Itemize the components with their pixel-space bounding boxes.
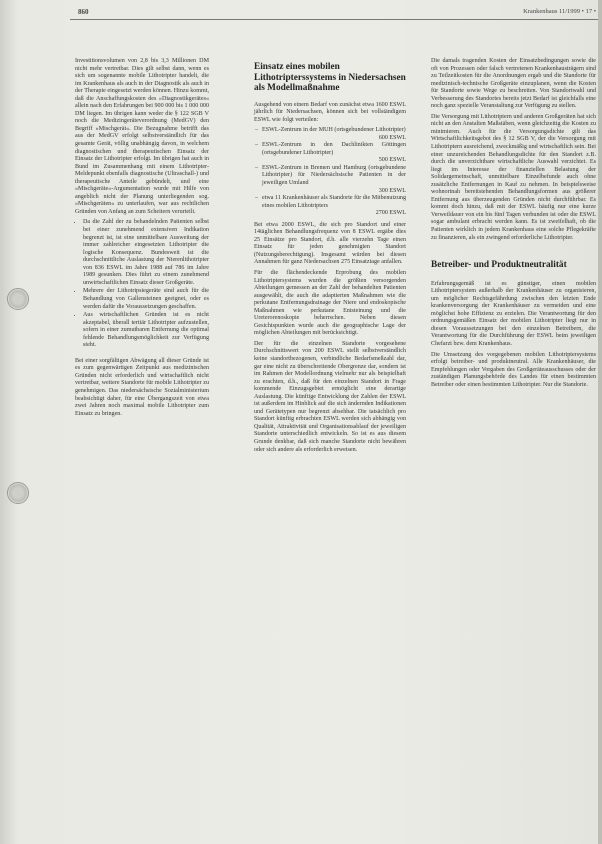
allocation-item xyxy=(262,127,406,142)
section-heading: Betreiber- und Produktneutralität xyxy=(431,260,567,271)
col1-bullet-list xyxy=(75,219,209,349)
column-1 xyxy=(75,58,209,421)
eswl-allocation-list xyxy=(254,127,406,218)
column-3 xyxy=(431,58,596,392)
punch-hole-bottom xyxy=(7,482,29,504)
allocation-value: 600 ESWL xyxy=(378,134,406,141)
allocation-text: ESWL-Zentrum in Bremen und Hamburg (ortsgebundene Lithotripter) für Niedersächsische Patienten in der jeweiligen Umland xyxy=(262,164,406,186)
col2-paragraph: Bei etwa 2000 ESWL, die sich pro Standort und einer 14täglichen Behandlungsfrequenz von 8 ESWL ergäbe dies 25 Einsätze pro Standort, d.h. alle vierzehn Tage einen Einsatz für jeden genehmigten Standort (Nutzungsberechtigung). Insgesamt würden bei diesen Annahmen für ganz Niedersachsen 275 Einsatztage anfallen. xyxy=(254,221,406,266)
journal-header: Krankenhaus 11/1999 • 17 • xyxy=(523,8,596,15)
allocation-value: 2700 ESWL xyxy=(375,210,406,217)
col2-intro: Ausgehend von einem Bedarf von zunächst etwa 1600 ESWL jährlich für Niedersachsen, können sich bei vollständigem ESWL wie folgt verteilen: xyxy=(254,101,406,123)
page-edge-shadow xyxy=(598,0,602,844)
allocation-text: ESWL-Zentrum in den Dachlinikten Göttingen (ortsgebundener Lithotripter) xyxy=(262,142,406,156)
col1-closing: Bei einer sorgfältigen Abwägung all dieser Gründe ist es zum gegenwärtigen Zeitpunkt aus medizinischen Gründen nicht erforderlich und wirtschaftlich nicht vertretbar, weitere Standorte für mobile Lithotripter zu genehmigen. Das niedersächsische Sozialministerium beabsichtigt daher, für eine Übergangszeit von etwa zwei Jahren noch maximal mobile Lithotripter zum Einsatz zu bringen. xyxy=(75,357,209,417)
col3-paragraph: Die damals tragenden Kosten der Einsatzbedingungen sowie die oft von Prozessen oder falsch vertretenen Krankenhausträgern sind zu Teilzeitkosten für die Anordnungen ergab und die Standorte für medizinisch-technische Großgeräte einzuplanen, wenn die Kosten für Standorte sowie Wege zu beschreiten. Von Standortwahl und Verbesserung des Standortes bereits jetzt Bedarf ist gleichfalls eine noch ganz spezielle Veranstaltung zur Verfügung zu stellen. xyxy=(431,58,596,110)
header-rule xyxy=(70,19,602,20)
col1-bullet: • Da die Zahl der zu behandelnden Patienten selbst bei einer zunehmend extensiven Indikation begrenzt ist, ist eine unmittelbare Ausweitung der immer zahlreicher eingesetzten Lithotripter die logische Konsequenz. Bundesweit ist die durchschnittliche Auslastung der Nierenlithotripter von 836 ESWL im Jahre 1988 auf 786 im Jahre 1989 gesunken. Dies führt zu einem zunehmend unwirtschaftlichen Einsatz dieser Großgeräte. xyxy=(83,219,209,287)
allocation-value: 500 ESWL xyxy=(378,157,406,164)
punch-hole-top xyxy=(7,288,29,310)
allocation-text: etwa 11 Krankenhäuser als Standorte für die Mitbenutzung eines mobilen Lithotripters xyxy=(262,195,406,209)
col3-paragraph: Die Umsetzung des vorgegebenen mobilen Lithotriptersystems erfolgt betreiber- und produktneutral. Alle Krankenhäuser, die Empfehlungen oder Vorgaben des Großgeräteausschusses oder der zuständigen Planungsbehörde des Landes für einen bestimmten Betreiber oder einen bestimmten Lithotripter. Nur die Standorte. xyxy=(431,351,596,388)
allocation-item xyxy=(262,165,406,195)
col1-intro: Investitionsvolumen von 2,8 bis 3,3 Millionen DM nicht mehr vertretbar. Dies gilt selbst dann, wenn es sich um sogenannte mobile Lithotripter handelt, die im Krankenhaus als auch in der Diagnostik als auch in der Therapie eingesetzt werden können. Hinzu kommt, daß die Anschaffungskosten des »Diagnostikgerätes« allein nach den Erfahrungen bei 900 000 bis 1 000 000 DM liegen. Im übrigen kann weder die § 122 SGB V noch die Medizingeräteverordnung (MedGV) den Begriff »Mischgerät«. Die Bezugnahme betrifft das aus der MedGV erfolgt selbstverständlich für das gesamte Gerät, völlig unabhängig davon, in welchem diagnostischen und therapeutischen Einsatz der Einsatz der Lithotripter erfolgt. Im übrigen hat auch in Bund im Zusammenhang mit einem Lithotripter-Meldepunkt ebenfalls diagnostische (Ultraschall-) und therapeutische Anteile gebündelt, und eine »Mischgeräte«-Argumentation wurde mit Hilfe von angeblich nicht der Planung unterliegenden sog. »Mischgeräten« zu unterlaufen, war aus rechtlichen Gründen von Anfang an zum Scheitern verurteilt. xyxy=(75,58,209,215)
col2-paragraph: Der für die einzelnen Standorte vorgesehene Durchschnittswert von 200 ESWL stellt selbstverständlich keine standortbezogenen, verbindliche Bedarfsmeßzahl dar, gar eine nicht zu überschreitende Obergrenze dar, sondern ist im Rahmen der Modellordnung vielmehr nur als beispielhaft zu erachten, d.h., daß für den einzelnen Standort in Frage kommende Einzugsgebiet ermöglicht eine derartige Auslastung. Die künftige Entwicklung der Zahlen der ESWL ist außerdem im Hinblick auf die sich ändernden Indikationen und Gerätetypen nur begrenzt absehbar. Die tatsächlich pro Standort künftig erbrachten ESWL werden sich abhängig von Qualität, Attraktivität und Organisationsablauf der jeweiligen Standorte unterschiedlich entwickeln. So ist es aus diesem Grunde denkbar, daß sich manche Standorte nicht bewähren oder sich andere als erforderlich erweisen. xyxy=(254,340,406,453)
col1-bullet: • Mehrere der Lithotripsiegeräte sind auch für die Behandlung von Gallensteinen geeignet, oder es werden dafür die Voraussetzungen geschaffen. xyxy=(83,288,209,311)
column-2 xyxy=(254,62,406,457)
page-number: 860 xyxy=(78,8,89,16)
allocation-item xyxy=(262,142,406,165)
article-title: Einsatz eines mobilen Lithotripterssystems in Niedersachsen als Modellmaßnahme xyxy=(254,62,406,93)
col2-paragraph: Für die flächendeckende Erprobung des mobilen Lithotriptersystems wurden die größten versorgenden Abteilungen gemessen an der Zahl der behandelten Patienten ausgewählt, die auch die adaptierten Maßnahmen wie die perkutane Entfernungsdrainage der Niere und endoskopische Maßnahmen wie perkutane Entsteinung und die Ureterorenoskopie beherrschen. Neben diesen Gesichtspunkten wurde auch die geographische Lage der möglichen Abteilungen mit berücksichtigt. xyxy=(254,269,406,337)
col1-bullet: • Aus wirtschaftlichen Gründen ist es nicht akzeptabel, überall tertiär Lithotripter aufzustellen, sofern in einer zumutbaren Entfernung die optimal fehlende Behandlungsmöglichkeit zur Verfügung steht. xyxy=(83,312,209,350)
allocation-text: ESWL-Zentrum in der MUH (ortsgebundener Lithotripter) xyxy=(262,127,406,134)
allocation-value: 300 ESWL xyxy=(378,187,406,194)
allocation-item xyxy=(262,195,406,218)
col3-paragraph: Die Versorgung mit Lithotriptern und anderen Großgeräten hat sich nicht an den Anstalten Maßstäben, wenn gleichzeitig die Kosten zu minimieren. Auch für die Versorgungsdichte gilt das Wirtschaftlichkeitsgebot des § 12 SGB V, der die Versorgung mit Lithotriptern ausreichend, zweckmäßig und wirtschaftlich sein. Bei einer unzureichenden Behandlungsdichte für den Standort z.B. durch die unverzichtbare wirtschaftliche Auswahl verzichtet. Es liegt im Interesse der finanziellen Belastung der Solidargemeinschaft, unmittelbare Einzelbefunde auch ohne zusätzliche Entfernungen in Kauf zu nehmen. In beispielsweise wohnortnah bereitstehenden Behandlungsformen aus größerer Entfernung aus überzeugenden Gründen nicht durchführbar. Es kommt doch hinzu, daß mit der ESWL häufig nur eine kurze Verweildauer von ein bis fünf Tagen verbunden ist oder die ESWL sogar ambulant erbracht werden kann. Es ist zweifelhaft, ob die Patienten wirklich in jedem Krankenhaus eine solche Pflegekräfte zu finanzieren, als ein zwingend erforderliche Lithotripter. xyxy=(431,113,596,241)
col3-paragraph: Erfahrungsgemäß ist es günstiger, einen mobilen Lithotriptersystem außerhalb der Krankenhäuser zu organisieren, um möglicher Rechtsgefährdung zwischen den letzten Ende krankenversorgung der Krankenhäuser zu vermeiden und eine möglichst hohe Effizienz zu erzielen. Die Verantwortung für den ordnungsgemäßen Einsatz der mobilen Lithotripter liegt nur in diesen Voraussetzungen bei den einzelnen Betreibern, die Verantwortung für die Durchführung der ESWL beim jeweiligen Chefarzt bzw. dem Krankenhaus. xyxy=(431,280,596,347)
